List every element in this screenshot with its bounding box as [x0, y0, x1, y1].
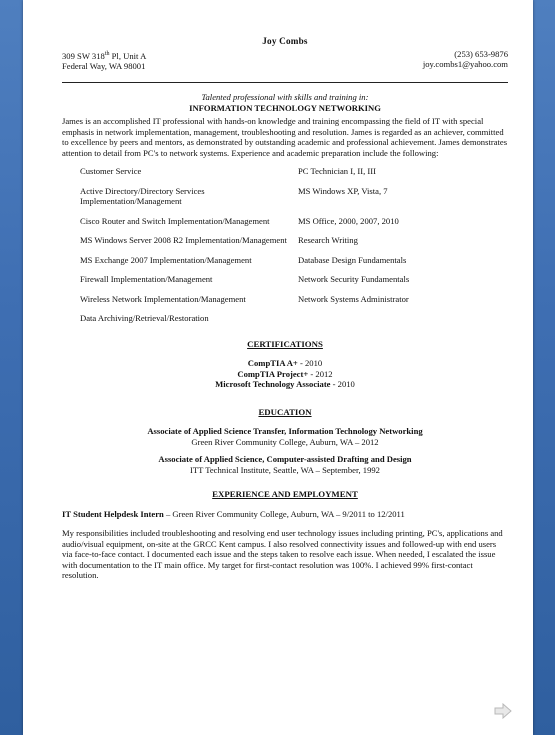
- address-ordinal: th: [104, 50, 110, 57]
- resume-content: [62, 36, 508, 581]
- phone-email-block: [423, 49, 508, 72]
- skill-right-1: MS Windows XP, Vista, 7: [298, 185, 388, 196]
- address-line-1: [62, 49, 146, 61]
- cert-name: CompTIA Project+: [237, 368, 309, 379]
- education-degree: Associate of Applied Science Transfer, Information Technology Networking: [147, 426, 423, 437]
- job-heading: [62, 509, 508, 520]
- education-degree: Associate of Applied Science, Computer-assisted Drafting and Design: [158, 454, 412, 465]
- skill-right-2: MS Office, 2000, 2007, 2010: [298, 215, 399, 226]
- skill-left-1: Active Directory/Directory Services Implementation/Management: [80, 185, 205, 207]
- skill-left-4: MS Exchange 2007 Implementation/Management: [80, 254, 252, 265]
- education-heading: EDUCATION: [258, 406, 312, 417]
- address-street-end: Pl, Unit A: [109, 50, 147, 61]
- job-employer: – Green River Community College, Auburn, WA – 9/2011 to 12/2011: [163, 508, 405, 519]
- skill-right-empty: [298, 313, 498, 324]
- cert-name: CompTIA A+: [247, 358, 298, 369]
- cert-item: [62, 379, 508, 390]
- skill-left-7: Data Archiving/Retrieval/Restoration: [80, 313, 209, 324]
- education-item: [62, 454, 508, 475]
- skill-right-6: Network Systems Administrator: [298, 293, 409, 304]
- skill-right-5: Network Security Fundamentals: [298, 274, 410, 285]
- education-school: Green River Community College, Auburn, WA – 2012: [191, 436, 379, 447]
- cert-year: - 2010: [330, 379, 355, 390]
- email-address: joy.combs1@yahoo.com: [422, 59, 508, 69]
- skill-left-3: MS Windows Server 2008 R2 Implementation/Management: [80, 235, 287, 246]
- cert-item: [62, 358, 508, 369]
- summary-paragraph: James is an accomplished IT professional with hands-on knowledge and training encompassing the field of IT with special emphasis in network implementation, management, troubleshooting and resolution. James is regarded as an achiever, committed to excellence by peers and mentors, as demonstrated by outstanding academic and professional achievement. James demonstrates attention to detail from PC's to network systems. Experience and academic preparation include the following:: [62, 116, 508, 158]
- address-street: 309 SW 318: [62, 50, 105, 61]
- address-block: [62, 49, 146, 72]
- phone-number: (253) 653-9876: [454, 48, 508, 59]
- certifications-heading: CERTIFICATIONS: [247, 338, 323, 349]
- cert-name: Microsoft Technology Associate: [215, 379, 331, 390]
- resume-page: [23, 0, 533, 735]
- address-line-2: Federal Way, WA 98001: [62, 60, 146, 71]
- cert-year: - 2010: [297, 358, 323, 369]
- job-title: IT Student Helpdesk Intern: [62, 508, 164, 519]
- job-description: My responsibilities included troubleshooting and resolving end user technology issues including printing, PC's, applications and audio/visual equipment, on-site at the GRCC Kent campus. I also resolved connectivity issues and followed-up with end users via face-to-face contact. I documented each issue and the steps taken to resolve each issue. When needed, I escalated the issue with documentation to the IT main office. My target for first-contact resolution was 100%. I achieved 99% first-contact resolution.: [62, 528, 503, 581]
- objective-field: INFORMATION TECHNOLOGY NETWORKING: [189, 102, 381, 113]
- contact-row: [62, 49, 508, 72]
- next-arrow-icon[interactable]: [494, 703, 512, 719]
- experience-heading: EXPERIENCE AND EMPLOYMENT: [212, 489, 358, 500]
- skill-left-2: Cisco Router and Switch Implementation/Management: [80, 215, 270, 226]
- header-divider: [62, 82, 508, 83]
- candidate-name: Joy Combs: [262, 36, 308, 46]
- objective-tagline: Talented professional with skills and training in:: [201, 92, 369, 103]
- cert-year: - 2012: [308, 368, 333, 379]
- skills-grid: [80, 166, 508, 324]
- skill-right-3: Research Writing: [298, 235, 358, 246]
- skill-left-0: Customer Service: [80, 166, 142, 177]
- cert-item: [62, 369, 508, 380]
- skill-left-5: Firewall Implementation/Management: [80, 274, 213, 285]
- skill-right-0: PC Technician I, II, III: [298, 166, 376, 177]
- skill-right-4: Database Design Fundamentals: [298, 254, 407, 265]
- education-school: ITT Technical Institute, Seattle, WA – September, 1992: [190, 464, 380, 475]
- skill-left-6: Wireless Network Implementation/Management: [80, 293, 246, 304]
- education-item: [62, 426, 508, 447]
